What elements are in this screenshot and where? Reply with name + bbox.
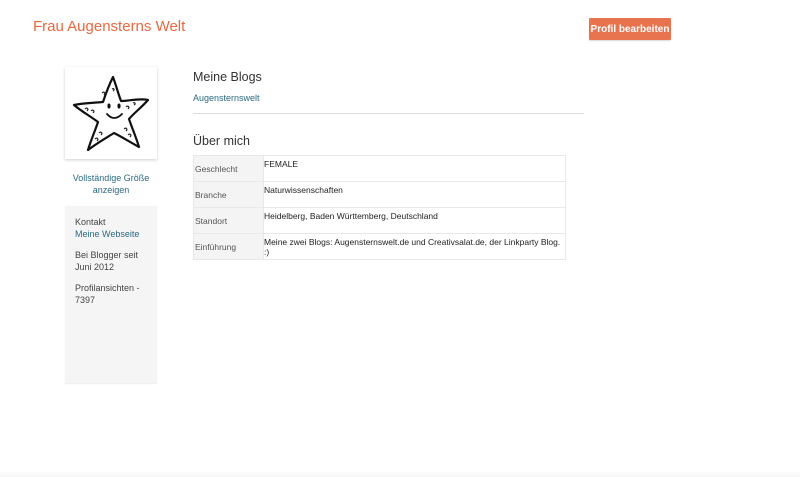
profile-sidebar [65,67,157,383]
about-value: Meine zwei Blogs: Augensternswelt.de und Creativsalat.de, der Linkparty Blog. :) [264,234,566,260]
main-content [193,70,584,260]
my-blogs-heading: Meine Blogs [193,70,262,84]
about-key: Standort [194,208,264,234]
profile-info-panel [65,206,157,383]
about-key: Einführung [194,234,264,260]
view-fullsize-link[interactable]: Vollständige Größe anzeigen [72,173,150,195]
table-row [194,156,566,182]
site-title-link[interactable]: Frau Augensterns Welt [33,18,186,35]
about-value: Heidelberg, Baden Württemberg, Deutschland [264,208,566,234]
table-row [194,182,566,208]
avatar[interactable] [65,67,157,159]
about-me-table [193,155,566,260]
blogger-since-text: Bei Blogger seit Juni 2012 [75,250,139,272]
about-value: FEMALE [264,156,566,182]
starfish-icon [69,71,153,155]
about-me-heading: Über mich [193,134,250,148]
about-key: Geschlecht [194,156,264,182]
edit-profile-button[interactable]: Profil bearbeiten [589,18,671,40]
blog-link-augensternswelt[interactable]: Augensternswelt [193,93,260,103]
table-row [194,234,566,260]
footer-shadow [0,471,800,477]
table-row [194,208,566,234]
profile-views-text: Profilansichten - 7397 [75,283,140,305]
my-website-link[interactable]: Meine Webseite [75,229,140,239]
section-divider [193,113,584,114]
about-value: Naturwissenschaften [264,182,566,208]
contact-label: Kontakt [75,217,106,227]
about-key: Branche [194,182,264,208]
